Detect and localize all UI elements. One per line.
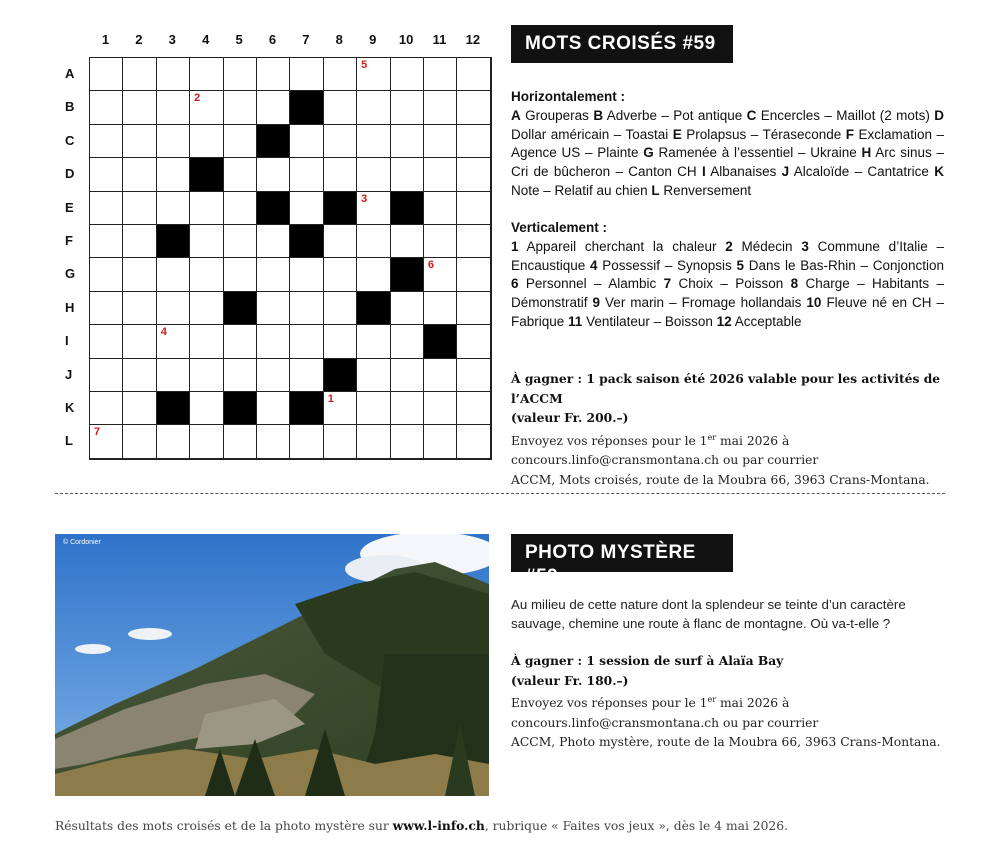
column-number: 12 [465,32,481,47]
grid-cell[interactable] [257,325,290,358]
grid-cell[interactable] [424,258,457,291]
grid-cell[interactable] [391,325,424,358]
grid-cell[interactable] [224,91,257,124]
black-cell [290,91,323,124]
clues-vertical [511,219,944,332]
grid-cell[interactable] [90,325,123,358]
column-number: 4 [202,32,210,47]
grid-cell[interactable] [324,91,357,124]
grid-cell[interactable] [123,158,156,191]
grid-cell[interactable] [357,225,390,258]
grid-cell[interactable] [324,425,357,458]
clue-key: I [701,164,706,180]
footer-prefix: Résultats des mots croisés et de la photo mystère sur [55,819,393,833]
clue-key: 3 [801,238,809,254]
crossword-address: ACCM, Mots croisés, route de la Moubra 66, 3963 Crans-Montana. [511,472,930,487]
black-cell [324,192,357,225]
grid-cell[interactable] [224,225,257,258]
clue-key: D [934,107,944,123]
column-number: 11 [432,32,447,47]
black-cell [224,292,257,325]
crossword-title: MOTS CROISÉS #59 [511,25,733,63]
grid-cell[interactable] [357,359,390,392]
clue-key: B [593,107,604,123]
clue-text: Note – Relatif au chien [511,182,652,198]
footer-site-link[interactable]: www.l-info.ch [392,818,485,833]
clue-text: Prolapsus – Téraseconde [681,126,846,142]
clue-key: G [643,145,654,161]
grid-cell[interactable] [357,258,390,291]
grid-cell[interactable] [190,125,223,158]
grid-cell[interactable] [357,325,390,358]
clue-text: Acceptable [731,313,802,329]
photo-prize-title: À gagner : 1 session de surf à Alaïa Bay [511,653,784,668]
black-cell [257,125,290,158]
clue-text: Charge – Habitants – Démonstratif [511,276,944,311]
grid-cell[interactable] [157,58,190,91]
column-number: 9 [369,32,377,47]
row-letter: G [65,266,76,282]
row-letter: J [65,366,73,382]
grid-cell[interactable] [123,258,156,291]
grid-cell[interactable] [157,359,190,392]
clue-key: 2 [725,238,733,254]
grid-cell[interactable] [290,158,323,191]
black-cell [157,392,190,425]
clue-text: Grouperas [520,107,594,123]
grid-cell[interactable] [157,91,190,124]
grid-cell[interactable] [324,158,357,191]
grid-cell[interactable] [324,125,357,158]
clue-text: Alcaloïde – Cantatrice [789,164,935,180]
grid-cell[interactable] [190,91,223,124]
black-cell [190,158,223,191]
grid-cell[interactable] [457,392,490,425]
clue-text: Appareil cherchant la chaleur [518,238,726,254]
clue-text: Ventilateur – Boisson [582,313,717,329]
grid-cell[interactable] [90,425,123,458]
grid-cell[interactable] [123,225,156,258]
black-cell [224,392,257,425]
grid-cell[interactable] [224,158,257,191]
crossword-grid [89,57,492,460]
vertical-clue-list [511,238,944,332]
clue-key: 1 [511,238,519,254]
clue-text: Encercles – Maillot (2 mots) [756,107,935,123]
grid-cell[interactable] [190,58,223,91]
clue-key: F [845,126,854,142]
grid-cell[interactable] [391,392,424,425]
grid-cell[interactable] [324,325,357,358]
clue-text: Médecin [732,238,802,254]
horizontal-heading: Horizontalement : [511,89,626,104]
column-number: 8 [335,32,343,47]
grid-cell[interactable] [457,359,490,392]
black-cell [391,258,424,291]
grid-cell[interactable] [424,425,457,458]
black-cell [324,359,357,392]
grid-cell[interactable] [391,58,424,91]
grid-cell[interactable] [123,425,156,458]
grid-cell[interactable] [391,125,424,158]
grid-cell[interactable] [190,258,223,291]
grid-cell[interactable] [90,125,123,158]
clue-key: 10 [806,295,822,311]
clue-text: Dans le Bas-Rhin – Conjonction [744,257,944,273]
grid-cell[interactable] [123,325,156,358]
mountain-landscape-image [55,534,489,796]
grid-cell[interactable] [157,425,190,458]
row-letter: L [65,433,73,449]
grid-cell[interactable] [457,158,490,191]
grid-cell[interactable] [123,392,156,425]
mystery-photo [55,534,489,796]
black-cell [290,392,323,425]
crossword-email[interactable]: concours.linfo@cransmontana.ch ou par courrier [511,453,819,468]
send-prefix: Envoyez vos réponses pour le 1 [511,433,708,448]
grid-cell[interactable] [357,125,390,158]
clue-key: 6 [511,276,519,292]
grid-cell[interactable] [290,125,323,158]
horizontal-clue-list [511,107,944,201]
send-suffix: mai 2026 à [716,696,790,711]
clue-text: Renversement [659,182,752,198]
row-letter: F [65,233,73,248]
clue-text: Albanaises [705,164,782,180]
row-letter: K [65,400,75,415]
grid-cell[interactable] [424,192,457,225]
clue-key: E [672,126,682,142]
row-letter: B [65,99,75,115]
grid-cell[interactable] [90,158,123,191]
grid-cell[interactable] [457,225,490,258]
black-cell [357,292,390,325]
send-sup: er [707,695,717,704]
grid-cell[interactable] [457,292,490,325]
photo-description: Au milieu de cette nature dont la splendeur se teinte d’un caractère sauvage, chemine une route à flanc de montagne. Où va-t-elle ? [511,597,906,631]
clue-key: A [511,107,521,123]
grid-cell[interactable] [357,192,390,225]
grid-cell[interactable] [290,192,323,225]
clue-key: 8 [790,276,799,292]
clue-number: 1 [327,392,334,405]
row-letter: A [65,66,75,81]
grid-cell[interactable] [123,125,156,158]
grid-cell[interactable] [157,192,190,225]
grid-cell[interactable] [457,258,490,291]
photo-title: PHOTO MYSTÈRE #59 [511,534,733,572]
grid-cell[interactable] [424,91,457,124]
grid-cell[interactable] [290,359,323,392]
crossword [55,28,495,460]
clue-number: 5 [361,59,368,71]
grid-cell[interactable] [90,192,123,225]
photo-prize [511,651,951,753]
grid-cell[interactable] [324,258,357,291]
grid-cell[interactable] [90,58,123,91]
grid-cell[interactable] [457,192,490,225]
clue-text: Arc sinus – Cri de bûcheron – Canton CH [511,145,945,180]
grid-cell[interactable] [391,225,424,258]
column-number: 1 [101,32,110,47]
grid-cell[interactable] [90,292,123,325]
grid-cell[interactable] [190,392,223,425]
grid-cell[interactable] [123,58,156,91]
row-letter: D [65,166,75,182]
photo-address: ACCM, Photo mystère, route de la Moubra 66, 3963 Crans-Montana. [511,735,941,750]
grid-cell[interactable] [257,359,290,392]
grid-cell[interactable] [157,325,190,358]
crossword-prize [511,369,951,490]
grid-cell[interactable] [90,359,123,392]
grid-cell[interactable] [290,58,323,91]
footer-suffix: , rubrique « Faites vos jeux », dès le 4 mai 2026. [484,819,788,833]
clue-key: 4 [590,257,598,273]
grid-cell[interactable] [424,225,457,258]
grid-cell[interactable] [391,359,424,392]
clue-key: 12 [716,313,732,329]
black-cell [290,225,323,258]
grid-cell[interactable] [457,325,490,358]
column-number: 6 [268,32,277,47]
column-number: 3 [168,32,176,47]
grid-cell[interactable] [391,425,424,458]
grid-cell[interactable] [90,225,123,258]
grid-cell[interactable] [157,292,190,325]
column-number: 5 [235,32,243,47]
clue-key: 11 [568,313,583,329]
grid-cell[interactable] [290,425,323,458]
grid-cell[interactable] [290,325,323,358]
clue-text: Commune d’Italie – Encaustique [511,238,944,273]
grid-cell[interactable] [324,225,357,258]
clue-number: 4 [160,326,167,339]
grid-cell[interactable] [157,258,190,291]
clue-key: H [861,145,872,161]
grid-cell[interactable] [257,91,290,124]
grid-cell[interactable] [290,258,323,291]
grid-cell[interactable] [257,392,290,425]
grid-cell[interactable] [224,425,257,458]
grid-cell[interactable] [157,158,190,191]
crossword-send-line [511,428,951,452]
grid-cell[interactable] [391,91,424,124]
grid-cell[interactable] [224,325,257,358]
grid-cell[interactable] [224,258,257,291]
column-number: 2 [135,32,143,47]
grid-cell[interactable] [224,58,257,91]
send-prefix: Envoyez vos réponses pour le 1 [511,696,708,711]
grid-cell[interactable] [424,158,457,191]
row-letter: I [65,333,69,349]
clue-text: Possessif – Synopsis [597,257,737,273]
clue-text: Personnel – Alambic [518,276,664,292]
grid-cell[interactable] [357,425,390,458]
clue-key: L [651,182,660,198]
clue-number: 2 [194,92,201,105]
grid-cell[interactable] [457,125,490,158]
grid-cell[interactable] [424,125,457,158]
grid-cell[interactable] [424,292,457,325]
clue-key: 9 [592,295,601,311]
clue-key: C [746,107,757,123]
grid-cell[interactable] [424,359,457,392]
black-cell [257,192,290,225]
grid-cell[interactable] [257,58,290,91]
grid-cell[interactable] [190,292,223,325]
clue-text: Choix – Poisson [671,276,791,292]
row-letter: H [65,299,75,315]
grid-cell[interactable] [457,425,490,458]
grid-cell[interactable] [357,158,390,191]
column-number: 7 [302,32,310,47]
black-cell [424,325,457,358]
grid-cell[interactable] [357,91,390,124]
grid-cell[interactable] [324,58,357,91]
clues-horizontal [511,88,944,201]
grid-cell[interactable] [357,392,390,425]
row-letter: C [65,132,75,148]
send-sup: er [707,432,717,442]
grid-cell[interactable] [357,58,390,91]
grid-cell[interactable] [324,392,357,425]
photo-send-line [511,690,951,714]
clue-text: Exclamation – Agence US – Plainte [511,126,944,161]
grid-cell[interactable] [123,192,156,225]
grid-cell[interactable] [123,359,156,392]
grid-cell[interactable] [90,91,123,124]
section-divider [55,493,945,494]
grid-cell[interactable] [257,292,290,325]
grid-cell[interactable] [90,258,123,291]
clue-key: K [934,164,944,180]
grid-cell[interactable] [190,225,223,258]
clue-number: 3 [361,192,368,205]
clue-number: 6 [427,259,435,272]
grid-cell[interactable] [457,91,490,124]
grid-cell[interactable] [224,359,257,392]
grid-cell[interactable] [123,91,156,124]
grid-cell[interactable] [257,425,290,458]
clue-text: Ver marin – Fromage hollandais [600,295,807,311]
grid-cell[interactable] [224,125,257,158]
grid-cell[interactable] [290,292,323,325]
photo-credit: © Cordonier [63,539,101,546]
column-number: 10 [398,32,414,47]
grid-cell[interactable] [190,359,223,392]
clue-text: Adverbe – Pot antique [603,107,747,123]
grid-cell[interactable] [123,292,156,325]
grid-cell[interactable] [424,58,457,91]
clue-key: J [781,164,790,180]
grid-cell[interactable] [457,58,490,91]
grid-cell[interactable] [257,258,290,291]
grid-cell[interactable] [391,292,424,325]
grid-cell[interactable] [257,158,290,191]
footer-note [55,818,788,833]
row-letter: E [65,199,74,215]
crossword-prize-value: (valeur Fr. 200.–) [511,410,629,425]
grid-cell[interactable] [90,392,123,425]
clue-number: 7 [94,426,101,439]
grid-cell[interactable] [224,192,257,225]
clue-text: Dollar américain – Toastai [511,126,673,142]
clue-text: Ramenée à l’essentiel – Ukraine [653,145,862,161]
crossword-prize-title: À gagner : 1 pack saison été 2026 valable pour les activités de l’ACCM [511,371,941,406]
grid-cell[interactable] [324,292,357,325]
grid-cell[interactable] [157,125,190,158]
black-cell [157,225,190,258]
grid-cell[interactable] [391,158,424,191]
clue-text: Fleuve né en CH – Fabrique [511,295,944,329]
photo-prize-value: (valeur Fr. 180.–) [511,672,629,688]
grid-cell[interactable] [257,225,290,258]
send-suffix: mai 2026 à [716,433,790,448]
grid-cell[interactable] [190,192,223,225]
clue-key: 7 [663,276,672,292]
black-cell [391,192,424,225]
grid-cell[interactable] [424,392,457,425]
grid-cell[interactable] [190,325,223,358]
vertical-heading: Verticalement : [511,220,608,235]
photo-email[interactable]: concours.linfo@cransmontana.ch ou par courrier [511,715,819,730]
grid-cell[interactable] [190,425,223,458]
clue-key: 5 [736,257,745,273]
